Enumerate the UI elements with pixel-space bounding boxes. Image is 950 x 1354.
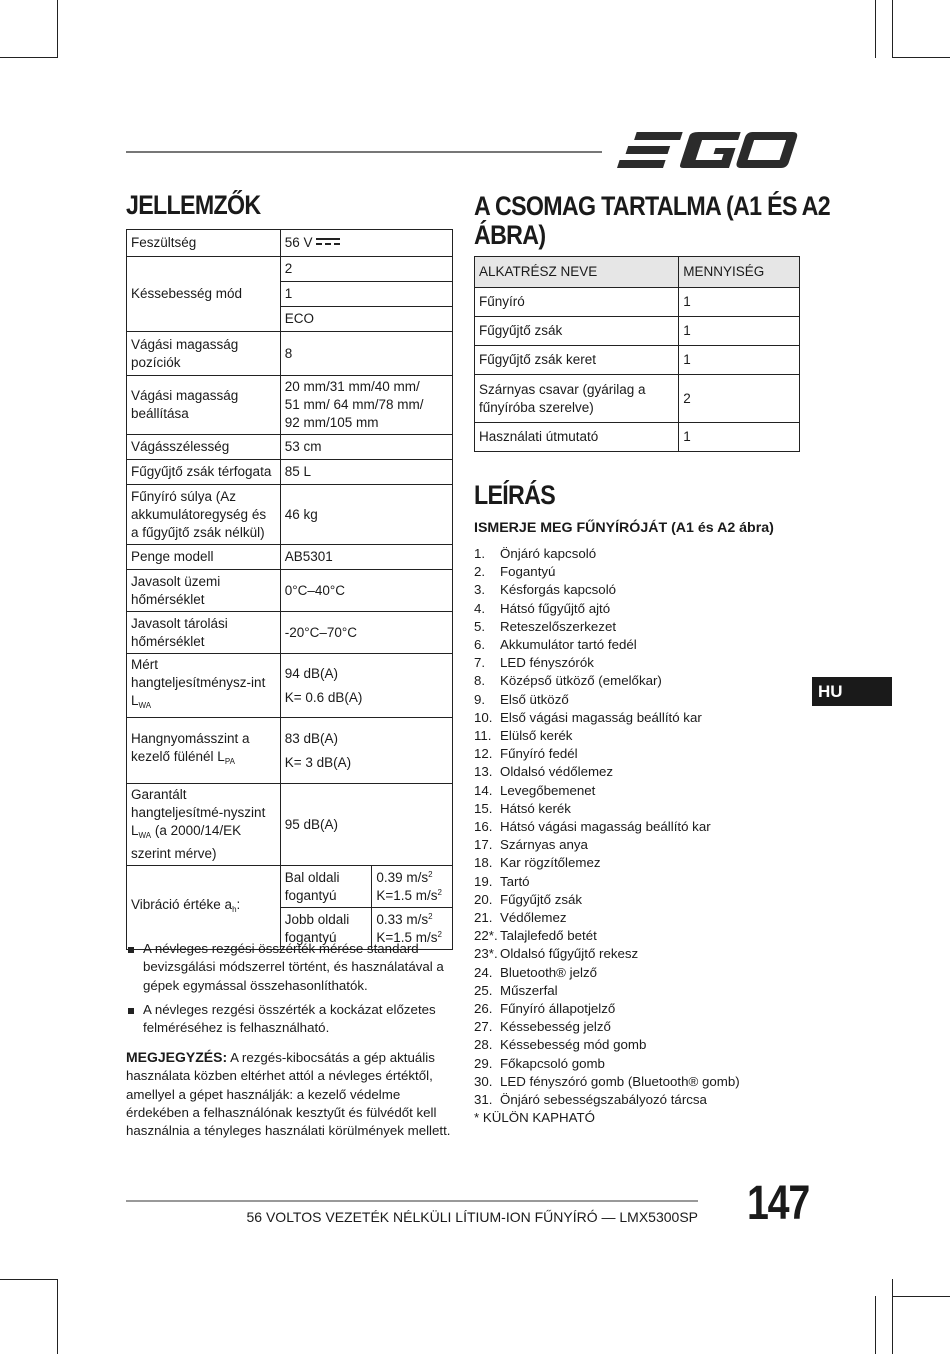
spec-label: Vibráció értéke $a_h$:	[127, 866, 281, 950]
list-item-number: 22*.	[474, 928, 498, 944]
list-item-text: Reteszelőszerkezet	[500, 618, 617, 634]
list-item-number: 14.	[474, 782, 493, 798]
spec-label: Javasolt tárolási hőmérséklet	[127, 612, 281, 654]
spec-sublabel: Bal oldali fogantyú	[280, 866, 372, 908]
page-number: 147	[747, 1177, 809, 1230]
list-item	[474, 600, 740, 618]
ego-logo	[616, 128, 800, 172]
list-item	[474, 745, 740, 763]
spec-label: Késsebesség mód	[127, 257, 281, 332]
list-item-number: 8.	[474, 673, 486, 689]
table-cell: 1	[679, 346, 800, 375]
spec-value: 56 V	[280, 230, 452, 257]
spec-sublabel: Jobb oldali fogantyú	[280, 908, 372, 950]
list-item-number: 21.	[474, 910, 493, 926]
list-item-number: 7.	[474, 655, 486, 671]
list-item-number: 3.	[474, 582, 486, 598]
spec-value: 0°C–40°C	[280, 570, 452, 612]
list-item-text: Késsebesség jelző	[500, 1019, 611, 1035]
list-item-number: 20.	[474, 891, 493, 907]
package-title: A CSOMAG TARTALMA (A1 ÉS A2 ÁBRA)	[474, 191, 830, 250]
list-item	[474, 636, 740, 654]
list-item-text: Védőlemez	[500, 910, 567, 926]
list-item-text: Késforgás kapcsoló	[500, 582, 617, 598]
list-item-number: 11.	[474, 728, 492, 744]
list-item-text: Oldalsó védőlemez	[500, 764, 614, 780]
header-rule	[126, 151, 602, 153]
list-item-text: Oldalsó fűgyűjtő rekesz	[500, 946, 639, 962]
list-item-number: 25.	[474, 982, 493, 998]
crop-mark	[0, 1279, 58, 1280]
list-item-number: 26.	[474, 1001, 493, 1017]
list-item-text: Fűgyűjtő zsák	[500, 891, 583, 907]
list-item-text: Bluetooth® jelző	[500, 964, 598, 980]
list-item-number: 19.	[474, 873, 493, 889]
spec-label: Penge modell	[127, 545, 281, 570]
crop-mark	[892, 57, 950, 58]
list-item-number: 2.	[474, 564, 486, 580]
bullet-item: A névleges rezgési összérték mérése standard bevizsgálási módszerrel történt, és használatával a gépek egymással összehasonlíthatók.	[126, 940, 456, 995]
list-item	[474, 836, 740, 854]
list-item-number: 6.	[474, 637, 486, 653]
list-item	[474, 927, 740, 945]
spec-value: ECO	[280, 307, 452, 332]
list-item-text: Levegőbemenet	[500, 782, 596, 798]
list-item-text: Középső ütköző (emelőkar)	[500, 673, 662, 689]
list-item	[474, 1091, 740, 1109]
list-item	[474, 654, 740, 672]
list-item-number: 12.	[474, 746, 493, 762]
footnote: * KÜLÖN KAPHATÓ	[474, 1110, 595, 1126]
spec-title: JELLEMZŐK	[126, 190, 261, 220]
spec-value: 1	[280, 282, 452, 307]
list-item-text: Akkumulátor tartó fedél	[500, 637, 637, 653]
list-item-text: Talajlefedő betét	[500, 928, 597, 944]
spec-value: 94 dB(A) K= 0.6 dB(A)	[280, 654, 452, 718]
list-item-number: 15.	[474, 800, 493, 816]
list-item-number: 17.	[474, 837, 493, 853]
crop-mark	[892, 1279, 893, 1354]
list-item	[474, 873, 740, 891]
list-item-text: Szárnyas anya	[500, 837, 588, 853]
list-item	[474, 709, 740, 727]
list-item-text: Műszerfal	[500, 982, 558, 998]
list-item-text: Hátsó kerék	[500, 800, 571, 816]
crop-mark	[875, 1296, 876, 1354]
list-item-text: Tartó	[500, 873, 530, 889]
list-item-text: Önjáró kapcsoló	[500, 546, 597, 561]
column-header: ALKATRÉSZ NEVE	[475, 257, 679, 288]
crop-mark	[875, 0, 876, 58]
list-item-text: LED fényszóró gomb (Bluetooth® gomb)	[500, 1073, 740, 1089]
spec-value: 53 cm	[280, 435, 452, 460]
list-item	[474, 1055, 740, 1073]
spec-value: 83 dB(A) K= 3 dB(A)	[280, 718, 452, 784]
list-item-text: Hátsó fűgyűjtő ajtó	[500, 600, 611, 616]
list-item	[474, 945, 740, 963]
list-item	[474, 964, 740, 982]
spec-label: Vágási magasság beállítása	[127, 376, 281, 435]
footer-rule	[126, 1200, 698, 1202]
list-item-text: Fűnyíró állapotjelző	[500, 1001, 616, 1017]
crop-mark	[892, 1296, 950, 1297]
list-item	[474, 672, 740, 690]
list-item	[474, 727, 740, 745]
list-item	[474, 1073, 740, 1091]
spec-label: Javasolt üzemi hőmérséklet	[127, 570, 281, 612]
language-tab: HU	[812, 677, 892, 706]
spec-value: 85 L	[280, 460, 452, 485]
footer-text: 56 VOLTOS VEZETÉK NÉLKÜLI LÍTIUM-ION FŰNYÍRÓ — LMX5300SP	[246, 1209, 698, 1225]
column-header: MENNYISÉG	[679, 257, 800, 288]
spec-label: Fűgyűjtő zsák térfogata	[127, 460, 281, 485]
list-item	[474, 545, 740, 563]
spec-label: Hangnyomásszint a kezelő fülénél $L_{PA}$	[127, 718, 281, 784]
description-subtitle: ISMERJE MEG FŰNYÍRÓJÁT (A1 és A2 ábra)	[474, 520, 774, 536]
note-paragraph	[126, 1048, 456, 1140]
spec-label: Feszültség	[127, 230, 281, 257]
bullet-item: A névleges rezgési összérték a kockázat előzetes felméréséhez is felhasználható.	[126, 1001, 456, 1038]
list-item	[474, 800, 740, 818]
list-item	[474, 891, 740, 909]
spec-value: 95 dB(A)	[280, 784, 452, 866]
list-item	[474, 909, 740, 927]
list-item-number: 5.	[474, 618, 486, 634]
spec-value: 46 kg	[280, 485, 452, 545]
table-cell: 1	[679, 288, 800, 317]
crop-mark	[892, 0, 893, 58]
list-item-number: 18.	[474, 855, 493, 871]
list-item-text: Hátsó vágási magasság beállító kar	[500, 819, 711, 835]
list-item-number: 10.	[474, 709, 493, 725]
list-item-text: Késsebesség mód gomb	[500, 1037, 647, 1053]
description-title: LEÍRÁS	[474, 480, 556, 510]
list-item	[474, 581, 740, 599]
list-item	[474, 982, 740, 1000]
list-item-text: Elülső kerék	[500, 728, 573, 744]
list-item-text: Első ütköző	[500, 691, 569, 707]
table-cell: Fűgyűjtő zsák	[475, 317, 679, 346]
list-item-number: 30.	[474, 1073, 493, 1089]
table-cell: Fűnyíró	[475, 288, 679, 317]
list-item-text: Főkapcsoló gomb	[500, 1055, 605, 1071]
spec-value: 2	[280, 257, 452, 282]
list-item-number: 13.	[474, 764, 493, 780]
note-label: MEGJEGYZÉS:	[126, 1049, 228, 1065]
list-item	[474, 618, 740, 636]
list-item	[474, 1036, 740, 1054]
list-item-number: 1.	[474, 546, 486, 561]
note-text: A rezgés-kibocsátás a gép aktuális használata közben eltérhet attól a névleges értéktől, amellyel a gépet használják: a kezelő védelme érdekében a felhasználónak kesztyűt és fülvédőt kell használnia a tényleges használati körülmények mellett.	[126, 1050, 451, 1139]
spec-value: 0.39 $m/s^2$ K=1.5 $m/s^2$	[372, 866, 453, 908]
list-item-text: Fűnyíró fedél	[500, 746, 578, 762]
list-item-text: Fogantyú	[500, 564, 556, 580]
spec-table	[126, 229, 453, 950]
parts-list	[474, 545, 740, 1128]
spec-value: AB5301	[280, 545, 452, 570]
list-item	[474, 1000, 740, 1018]
list-item	[474, 691, 740, 709]
spec-label: Garantált hangteljesítmé-nyszint $L_{WA}$ (a 2000/14/EK szerint mérve)	[127, 784, 281, 866]
crop-mark	[0, 57, 58, 58]
spec-value: -20°C–70°C	[280, 612, 452, 654]
list-item	[474, 782, 740, 800]
list-item-text: Önjáró sebességszabályozó tárcsa	[500, 1092, 707, 1108]
list-item-number: 23*.	[474, 946, 498, 962]
list-item-number: 16.	[474, 819, 493, 835]
spec-label: Vágásszélesség	[127, 435, 281, 460]
list-item-number: 31.	[474, 1092, 493, 1108]
list-item	[474, 763, 740, 781]
table-cell: 1	[679, 317, 800, 346]
spec-label: Fűnyíró súlya (Az akkumulátoregység és a fűgyűjtő zsák nélkül)	[127, 485, 281, 545]
spec-label: Vágási magasság pozíciók	[127, 332, 281, 376]
spec-label: Mért hangteljesítménysz-int $L_{WA}$	[127, 654, 281, 718]
bullet-list	[126, 940, 456, 1043]
list-item	[474, 818, 740, 836]
list-item-number: 9.	[474, 691, 486, 707]
crop-mark	[57, 0, 58, 58]
crop-mark	[57, 1279, 58, 1354]
list-item-number: 4.	[474, 600, 486, 616]
list-item-number: 24.	[474, 964, 493, 980]
list-item	[474, 1018, 740, 1036]
list-item	[474, 563, 740, 581]
table-cell: Szárnyas csavar (gyárilag a fűnyíróba szerelve)	[475, 375, 679, 423]
list-item-number: 28.	[474, 1037, 493, 1053]
spec-value: 8	[280, 332, 452, 376]
spec-value: 0.33 $m/s^2$ K=1.5 $m/s^2$	[372, 908, 453, 950]
list-item-number: 27.	[474, 1019, 493, 1035]
list-item-text: Első vágási magasság beállító kar	[500, 709, 702, 725]
package-table	[474, 256, 800, 452]
list-item-text: LED fényszórók	[500, 655, 594, 671]
dc-symbol-icon	[316, 238, 340, 246]
table-cell: Használati útmutató	[475, 423, 679, 452]
list-item	[474, 854, 740, 872]
table-cell: Fűgyűjtő zsák keret	[475, 346, 679, 375]
table-cell: 2	[679, 375, 800, 423]
list-item-text: Kar rögzítőlemez	[500, 855, 601, 871]
list-item-number: 29.	[474, 1055, 493, 1071]
spec-value: 20 mm/31 mm/40 mm/ 51 mm/ 64 mm/78 mm/ 92 mm/105 mm	[280, 376, 452, 435]
table-cell: 1	[679, 423, 800, 452]
